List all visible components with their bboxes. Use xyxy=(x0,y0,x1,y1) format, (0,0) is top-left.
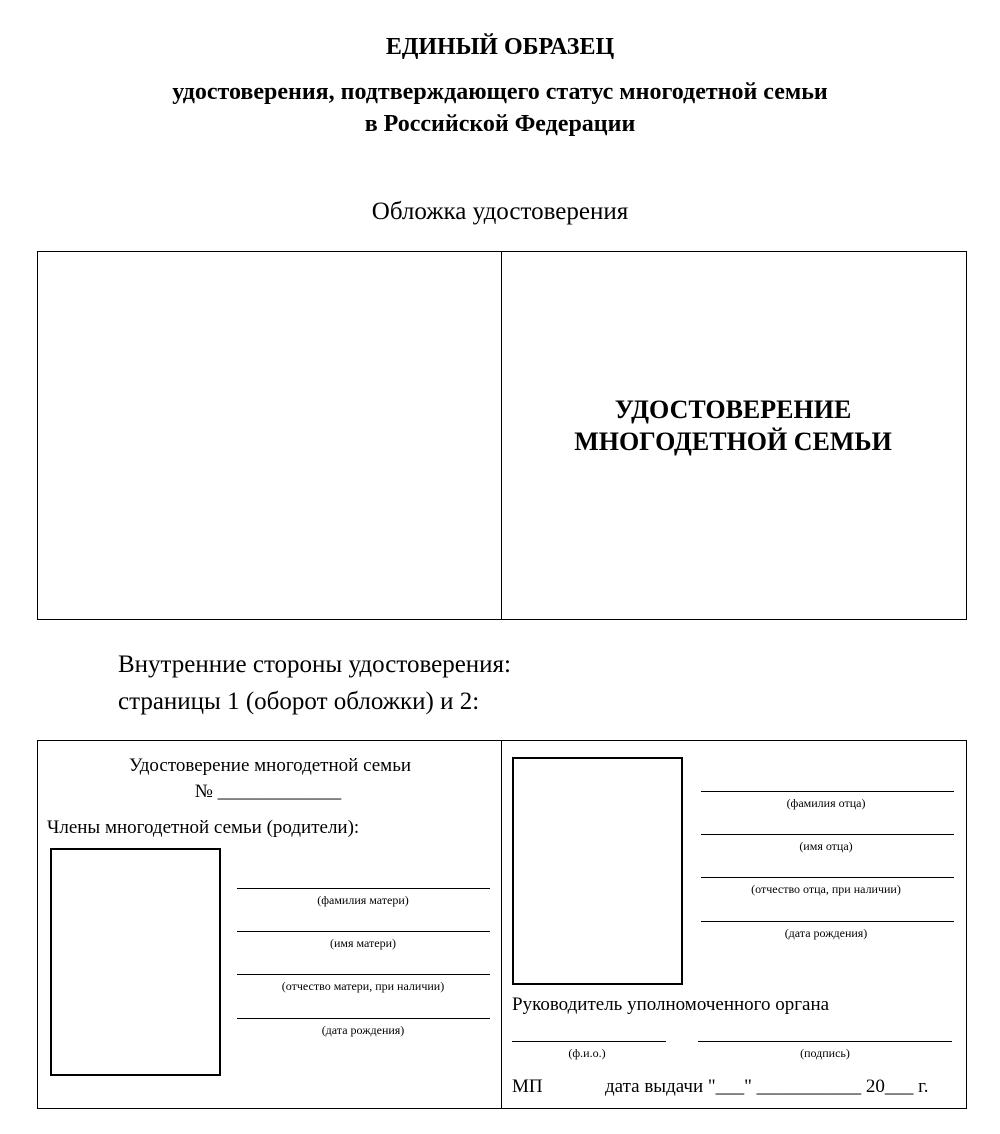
mother-name-line xyxy=(237,931,490,932)
inner-divider xyxy=(501,740,502,1109)
father-name-caption: (имя отца) xyxy=(799,839,853,853)
mother-photo-placeholder xyxy=(50,848,221,1076)
stamp-label: МП xyxy=(512,1076,543,1097)
mother-surname-line xyxy=(237,888,490,889)
cover-section-label: Обложка удостоверения xyxy=(371,198,629,225)
issue-date-field: дата выдачи "___" ___________ 20___ г. xyxy=(605,1076,929,1097)
mother-patronymic-line xyxy=(237,974,490,975)
mother-name-caption: (имя матери) xyxy=(329,936,397,950)
father-patronymic-line xyxy=(701,877,954,878)
father-birthdate-line xyxy=(701,921,954,922)
members-label: Члены многодетной семьи (родители): xyxy=(47,817,360,838)
document-subtitle-line2: в Российской Федерации xyxy=(364,111,636,137)
inner-section-label-line1: Внутренние стороны удостоверения: xyxy=(118,651,511,678)
mother-birthdate-caption: (дата рождения) xyxy=(321,1023,405,1037)
mother-birthdate-line xyxy=(237,1018,490,1019)
mother-surname-caption: (фамилия матери) xyxy=(317,893,409,907)
page1-heading: Удостоверение многодетной семьи xyxy=(128,755,412,776)
fio-caption: (ф.и.о.) xyxy=(568,1046,606,1060)
cover-divider xyxy=(501,251,502,620)
document-subtitle-line1: удостоверения, подтверждающего статус многодетной семьи xyxy=(172,79,828,105)
cover-title-line2: МНОГОДЕТНОЙ СЕМЬИ xyxy=(574,427,892,456)
inner-section-label-line2: страницы 1 (оборот обложки) и 2: xyxy=(118,688,480,715)
father-birthdate-caption: (дата рождения) xyxy=(784,926,868,940)
mother-patronymic-caption: (отчество матери, при наличии) xyxy=(281,979,445,993)
father-patronymic-caption: (отчество отца, при наличии) xyxy=(751,882,901,896)
father-surname-caption: (фамилия отца) xyxy=(786,796,866,810)
signature-line xyxy=(698,1041,952,1042)
fio-line xyxy=(512,1041,666,1042)
document-title: ЕДИНЫЙ ОБРАЗЕЦ xyxy=(385,34,615,60)
cover-title-line1: УДОСТОВЕРЕНИЕ xyxy=(614,395,852,424)
certificate-number-field: № _____________ xyxy=(194,781,342,802)
signature-caption: (подпись) xyxy=(800,1046,850,1060)
father-photo-placeholder xyxy=(512,757,683,985)
head-of-authority-label: Руководитель уполномоченного органа xyxy=(512,994,830,1015)
father-surname-line xyxy=(701,791,954,792)
father-name-line xyxy=(701,834,954,835)
